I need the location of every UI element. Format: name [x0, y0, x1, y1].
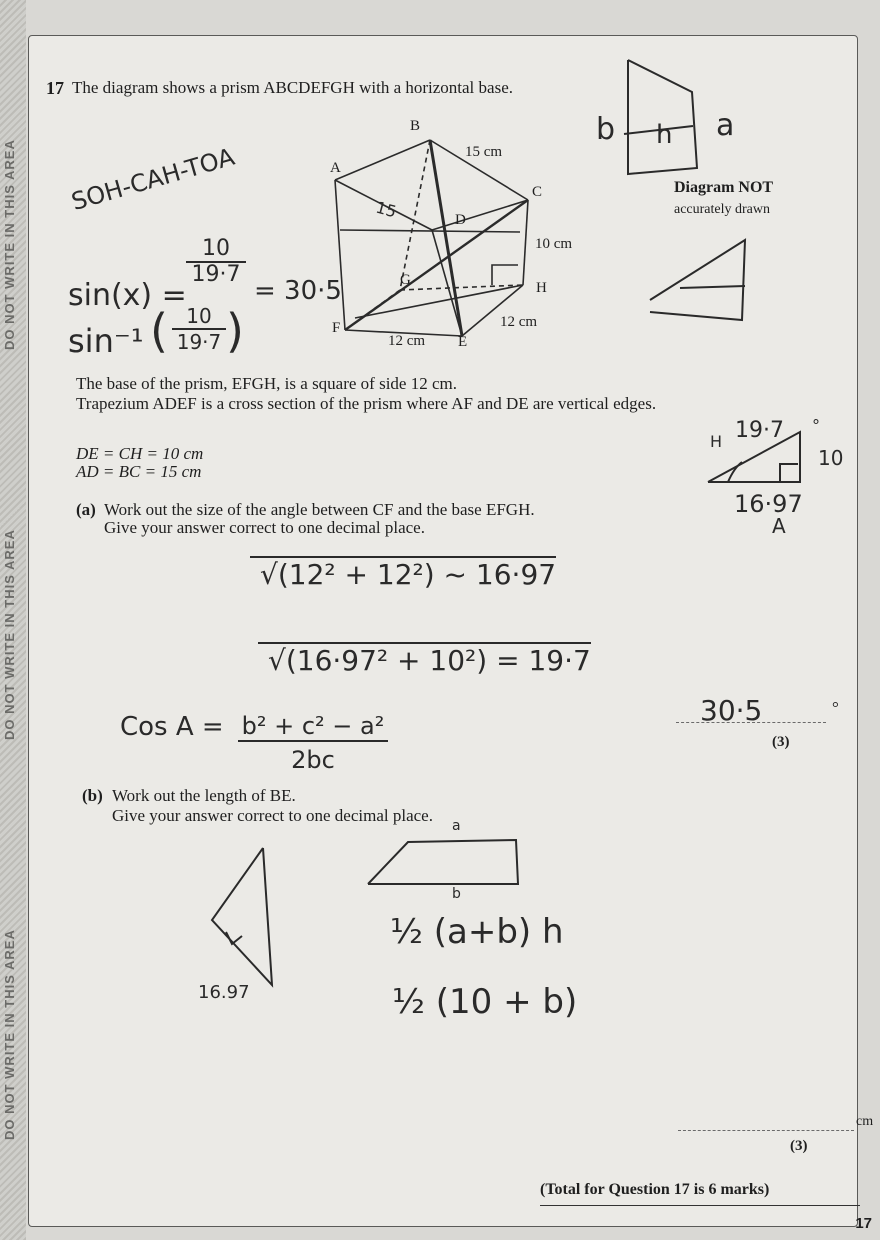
handwritten-soh-cah-toa: SOH-CAH-TOA	[68, 142, 238, 216]
handwritten-inverse-sine: sin⁻¹	[68, 322, 144, 360]
given-de-ch: DE = CH = 10 cm	[76, 444, 204, 463]
handwritten-area-formula: ½ (a+b) h	[390, 912, 564, 952]
handwritten-frac1-den: 19·7	[191, 262, 241, 287]
diagram-note: Diagram NOT	[674, 179, 774, 196]
triangle-b-label: 16.97	[198, 982, 250, 1003]
handwritten-area-substitution: ½ (10 + b)	[392, 982, 578, 1022]
paren-open-icon: (	[150, 304, 168, 358]
part-a-instruction: Give your answer correct to one decimal place.	[104, 518, 425, 537]
vertex-label-a: A	[330, 160, 341, 176]
margin-warning: DO NOT WRITE IN THIS AREA	[2, 529, 17, 740]
given-ad-bc: AD = BC = 15 cm	[76, 462, 202, 481]
part-a-label: (a)	[76, 500, 96, 519]
question-number: 17	[46, 78, 64, 98]
part-b-unit: cm	[856, 1114, 874, 1129]
vertex-label-g: G	[400, 272, 411, 288]
handwritten-frac2-num: 10	[172, 304, 226, 330]
handwritten-pythagoras-1: √(12² + 12²) ~ 16·97	[250, 556, 556, 591]
total-divider	[540, 1205, 860, 1206]
total-marks: (Total for Question 17 is 6 marks)	[540, 1181, 770, 1198]
handwritten-pythagoras-2: √(16·97² + 10²) = 19·7	[258, 642, 591, 677]
part-a-answer[interactable]: 30·5	[700, 694, 763, 727]
vertex-label-b: B	[410, 118, 421, 134]
left-margin	[0, 0, 26, 1240]
trapezium-description: Trapezium ADEF is a cross section of the prism where AF and DE are vertical edges.	[76, 394, 657, 413]
dim-label-12-front: 12 cm	[388, 333, 426, 349]
part-b-answer-line[interactable]	[678, 1130, 854, 1131]
handwritten-edge-15: 15	[373, 197, 399, 222]
trapezium-label-b: b	[452, 886, 461, 902]
part-a-question: Work out the size of the angle between CF and the base EFGH.	[104, 500, 535, 519]
trapezium-label-a: a	[452, 818, 461, 834]
handwritten-result: = 30·5	[254, 276, 342, 306]
triangle-label-base: 16·97	[734, 490, 803, 518]
part-a-unit: °	[832, 698, 839, 717]
vertex-label-d: D	[455, 212, 466, 228]
dim-label-15: 15 cm	[465, 144, 503, 160]
part-b-label: (b)	[82, 786, 103, 805]
part-a-marks: (3)	[772, 734, 790, 750]
vertex-label-f: F	[332, 320, 341, 336]
sketch-label-a: a	[716, 108, 735, 143]
base-description: The base of the prism, EFGH, is a square of side 12 cm.	[76, 374, 457, 393]
sketch-label-b: b	[596, 112, 616, 147]
part-b-instruction: Give your answer correct to one decimal place.	[112, 806, 433, 825]
page-number: 17	[855, 1215, 872, 1232]
handwritten-frac1-num: 10	[186, 236, 246, 263]
dim-label-12-right: 12 cm	[500, 314, 538, 330]
vertex-label-e: E	[458, 334, 468, 350]
handwritten-sine: sin(x) =	[68, 278, 187, 313]
handwritten-cos-rule-num: b² + c² − a²	[238, 712, 388, 742]
vertex-label-c: C	[532, 184, 543, 200]
triangle-label-degree: °	[812, 416, 820, 435]
paren-close-icon: )	[226, 304, 244, 358]
part-b-marks: (3)	[790, 1138, 808, 1154]
part-a-answer-line	[676, 722, 826, 723]
handwritten-frac2-den: 19·7	[176, 330, 222, 354]
part-b-question: Work out the length of BE.	[112, 786, 296, 805]
sketch-label-h: h	[656, 120, 673, 150]
dim-label-10: 10 cm	[535, 236, 573, 252]
triangle-label-a: A	[772, 514, 786, 538]
triangle-label-h: H	[710, 432, 723, 451]
diagram-note-2: accurately drawn	[674, 202, 770, 217]
handwritten-cos-rule-den: 2bc	[291, 746, 335, 774]
triangle-label-10: 10	[818, 446, 844, 470]
handwritten-cos-rule-lhs: Cos A =	[120, 712, 224, 742]
vertex-label-h: H	[536, 280, 547, 296]
question-intro: The diagram shows a prism ABCDEFGH with a horizontal base.	[72, 78, 513, 97]
margin-warning: DO NOT WRITE IN THIS AREA	[2, 929, 17, 1140]
margin-warning: DO NOT WRITE IN THIS AREA	[2, 139, 17, 350]
triangle-label-hyp: 19·7	[735, 418, 784, 443]
